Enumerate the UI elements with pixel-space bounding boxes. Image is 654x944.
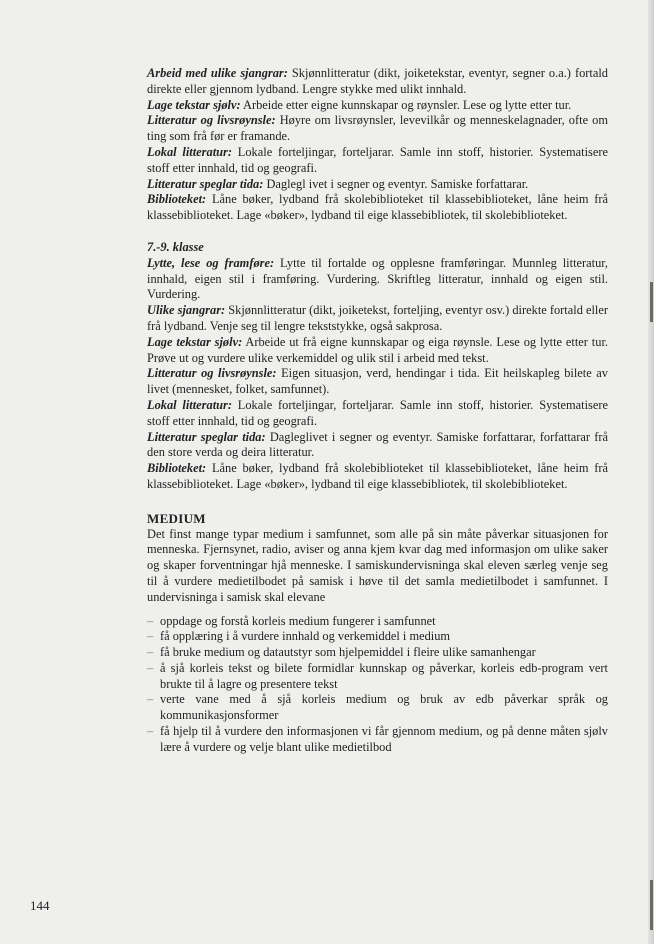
body-text: Lokale forteljingar, forteljarar. Samle inn stoff, historier. Systematisere stoff etter innhald, tid og geografi.	[147, 144, 609, 175]
dash-marker: –	[147, 645, 154, 660]
label: Lokal litteratur:	[147, 397, 232, 412]
section-heading-medium: MEDIUM	[147, 510, 206, 526]
label: Arbeid med ulike sjangrar:	[147, 66, 288, 80]
body-text: Lokale forteljingar, forteljarar. Samle inn stoff, historier. Systematisere stoff etter innhald, tid og geografi.	[147, 397, 609, 428]
paragraph-litteratur-speglar-tida	[147, 177, 608, 193]
list-item-text: å sjå korleis tekst og bilete formidlar kunnskap og påverkar, korleis edb-program vert brukte til å lagre og presentere tekst	[160, 660, 608, 691]
body-text: Daglegl ivet i segner og eventyr. Samiske forfattarar.	[263, 176, 529, 191]
body-text: Skjønnlitteratur (dikt, joiketekst, forteljing, eventyr osv.) direkte fortald eller frå lydband. Venje seg til lengre tekststykke, også sakprosa.	[147, 303, 608, 333]
list-item	[147, 645, 608, 661]
dash-marker: –	[147, 613, 154, 628]
body-text: Låne bøker, lydband frå skolebiblioteket til klassebiblioteket, låne heim frå klassebiblioteket. Lage «bøker», lydband til eige klassebibliotek, til skolebiblioteket.	[147, 461, 608, 491]
body-text: Eigen situasjon, verd, hendingar i tida. Eit heilskapleg bilete av livet (mennesket, folket, samfunnet).	[147, 366, 608, 397]
list-item	[147, 614, 608, 630]
dash-marker: –	[147, 629, 154, 644]
list-item	[147, 629, 608, 645]
dash-marker: –	[147, 724, 154, 739]
paragraph-biblioteket-2	[147, 461, 608, 493]
dash-marker: –	[147, 692, 154, 707]
label: Biblioteket:	[147, 461, 207, 476]
body-text: Lytte til fortalde og opplesne framføringar. Munnleg litteratur, innhald, eigen stil i framføring. Vurdering. Skriftleg litteratur, innhald og eigen stil. Vurdering.	[147, 255, 608, 302]
label: Ulike sjangrar:	[147, 303, 226, 318]
body-text: Låne bøker, lydband frå skolebiblioteket til klassebiblioteket, låne heim frå klassebiblioteket. Lage «bøker», lydband til eige klassebibliotek, til skolebiblioteket.	[147, 192, 608, 223]
label: Litteratur speglar tida:	[147, 176, 264, 191]
paragraph-litteratur-og-livsroynsle-2	[147, 366, 608, 398]
label: Lage tekstar sjølv:	[147, 97, 241, 112]
dash-marker: –	[147, 660, 154, 675]
paragraph-lokal-litteratur	[147, 145, 608, 177]
label: Biblioteket:	[147, 192, 207, 207]
paragraph-litteratur-og-livsroynsle	[147, 113, 608, 145]
label: Lokal litteratur:	[147, 144, 232, 159]
list-item	[147, 661, 608, 693]
body-text: Dagleglivet i segner og eventyr. Samiske forfattarar, forfattarar frå den store verda og deira litteratur.	[147, 429, 608, 460]
list-item-text: få bruke medium og datautstyr som hjelpemiddel i fleire ulike samanhengar	[160, 645, 536, 660]
list-item-text: oppdage og forstå korleis medium fungerer i samfunnet	[160, 613, 436, 628]
paragraph-lage-tekstar-sjolv	[147, 98, 608, 114]
text-column	[147, 66, 608, 756]
binding-mark	[650, 282, 653, 322]
body-text: Arbeide etter eigne kunnskapar og røynsler. Lese og lytte etter tur.	[240, 97, 572, 112]
list-item	[147, 692, 608, 724]
medium-bullet-list	[147, 614, 608, 756]
label: Lytte, lese og framføre:	[147, 255, 275, 270]
paragraph-arbeid-med-ulike-sjangrar	[147, 66, 608, 98]
label: Litteratur og livsrøynsle:	[147, 366, 277, 381]
body-text: Skjønnlitteratur (dikt, joiketekstar, eventyr, segner o.a.) fortald direkte eller gjennom lydband. Lengre stykke med ulikt innhald.	[147, 66, 609, 96]
list-item	[147, 724, 608, 756]
page-number: 144	[30, 898, 50, 913]
paragraph-lokal-litteratur-2	[147, 398, 608, 430]
paragraph-lytte-lese-og-framfore	[147, 256, 608, 303]
label: Lage tekstar sjølv:	[147, 334, 243, 349]
body-text: Høyre om livsrøynsler, levevilkår og menneskelagnader, ofte om ting som frå før er framande.	[147, 113, 608, 144]
label: Litteratur og livsrøynsle:	[147, 113, 276, 128]
list-item-text: få hjelp til å vurdere den informasjonen vi får gjennom medium, og på denne måten sjølv lære å vurdere og velje blant ulike medietilbod	[160, 724, 608, 754]
medium-paragraph: Det finst mange typar medium i samfunnet, som alle på sin måte påverkar situasjonen for menneska. Fjernsynet, radio, aviser og anna kjem kvar dag med informasjon om ulike saker og skaper forventningar hjå menneske. I samiskundervisninga skal eleven særleg venje seg til å vurdere medietilbodet på samisk i høve til det samla medietilbodet i samfunnet. I undervisninga i samisk skal elevane	[147, 526, 608, 604]
paragraph-biblioteket	[147, 192, 608, 224]
grade-heading: 7.-9. klasse	[147, 239, 204, 254]
binding-mark	[650, 880, 653, 930]
paragraph-lage-tekstar-sjolv-2	[147, 335, 608, 367]
label: Litteratur speglar tida:	[147, 429, 266, 444]
body-text: Arbeide ut frå eigne kunnskapar og eiga røynsle. Lese og lytte etter tur. Prøve ut og vurdere ulike verkemiddel og ulik stil i arbeid med tekst.	[147, 334, 608, 365]
paragraph-ulike-sjangrar	[147, 303, 608, 335]
paragraph-litteratur-speglar-tida-2	[147, 430, 608, 462]
list-item-text: få opplæring i å vurdere innhald og verkemiddel i medium	[160, 629, 451, 644]
list-item-text: verte vane med å sjå korleis medium og bruk av edb påverkar språk og kommunikasjonsformer	[160, 692, 608, 723]
page-edge	[648, 0, 654, 944]
